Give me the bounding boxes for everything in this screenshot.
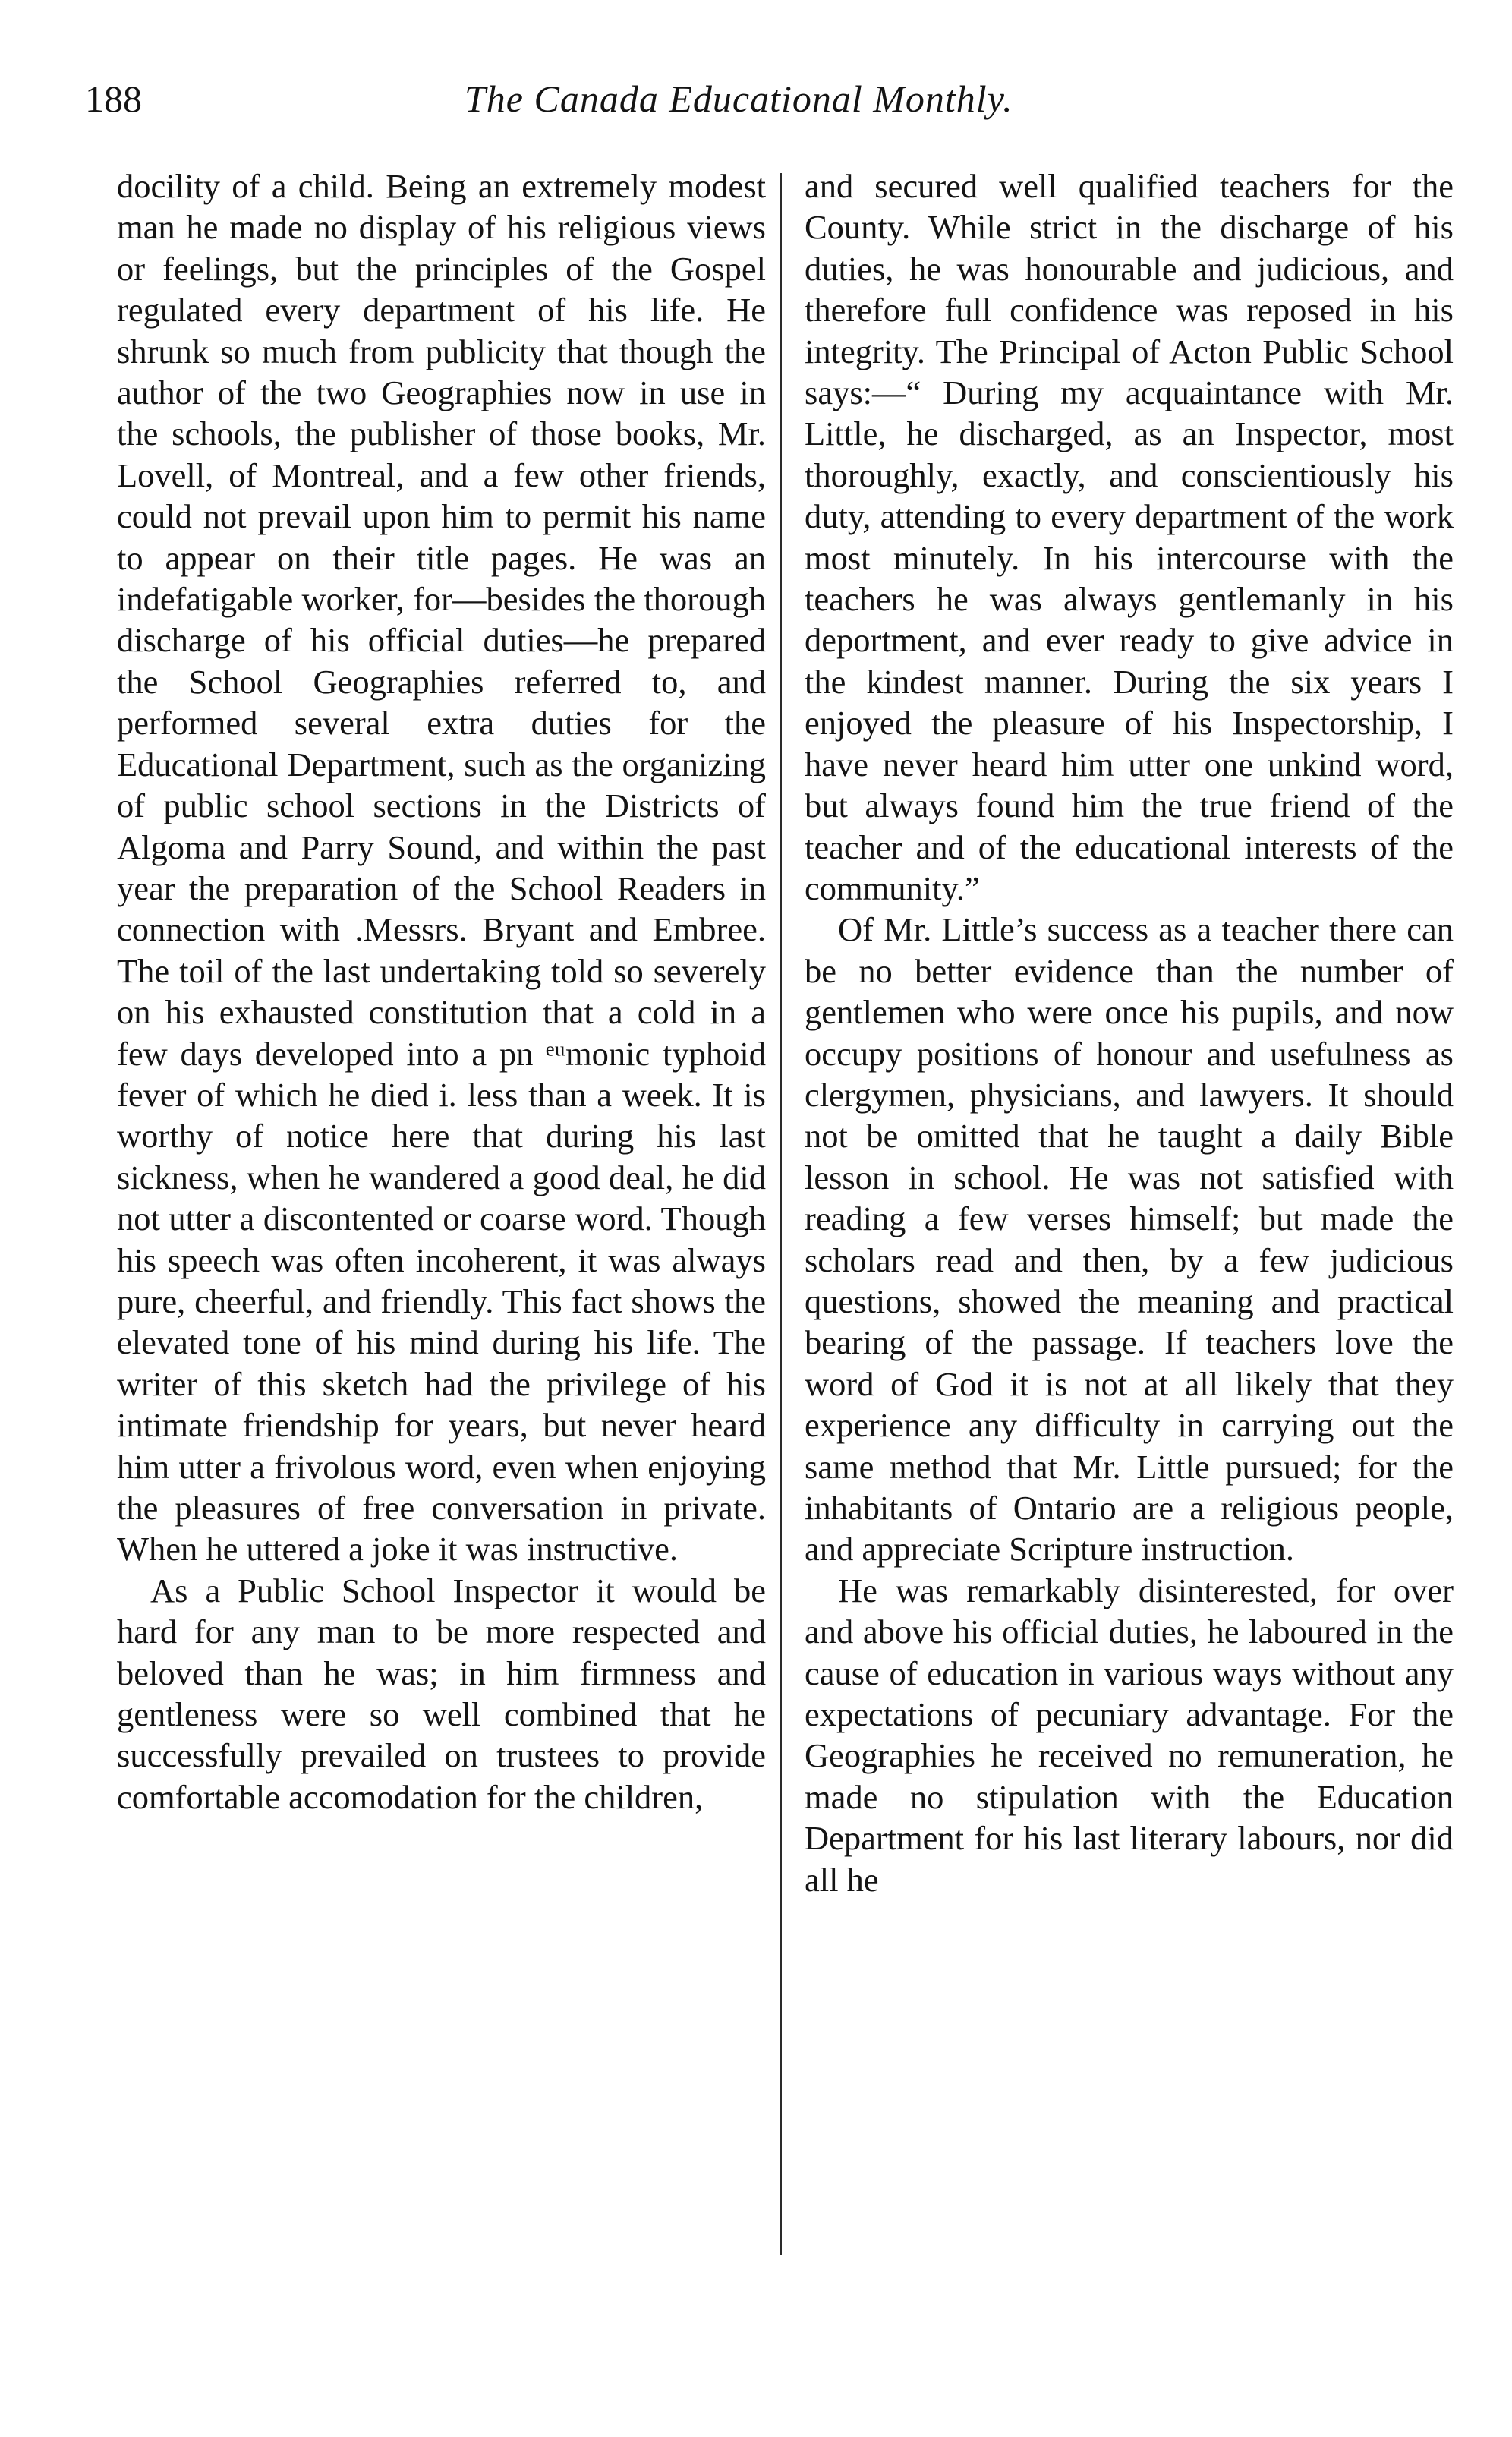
paragraph: Of Mr. Little’s success as a teacher there can be no better evidence than the number of gentlemen who were once his pupils, and now occupy positions of honour and usefulness as clergymen, physicians, and lawyers. It should not be omitted that he taught a daily Bible lesson in school. He was not satisfied with reading a few verses himself; but made the scholars read and then, by a few judicious questions, showed the meaning and practical bearing of the passage. If teachers love the word of God it is not at all likely that they experience any difficulty in carrying out the same method that Mr. Little pursued; for the inhabitants of Ontario are a religious people, and appreciate Scripture instruction. xyxy=(805,910,1454,1568)
paragraph: As a Public School Inspector it would be hard for any man to be more respected and beloved than he was; in him firmness and gentleness were so well combined that he successfully prevailed on trustees to provide comfortable accomodation for the children, xyxy=(117,1571,766,1816)
left-column xyxy=(117,166,766,2306)
right-column xyxy=(805,166,1454,2306)
running-title: The Canada Educational Monthly. xyxy=(465,77,1013,120)
paragraph: He was remarkably disinterested, for over and above his official duties, he laboured in the cause of education in various ways without any expectations of pecuniary advantage. For the Geographies he received no remuneration, he made no stipulation with the Education Department for his last literary labours, nor did all he xyxy=(805,1571,1454,1899)
page-number: 188 xyxy=(85,77,142,120)
paragraph: and secured well qualified teachers for the County. While strict in the discharge of his duties, he was honourable and judicious, and therefore full confidence was reposed in his integrity. The Principal of Acton Public School says:—“ During my acquaintance with Mr. Little, he discharged, as an Inspector, most thoroughly, exactly, and conscientiously his duty, attending to every department of the work most minutely. In his intercourse with the teachers he was always gentlemanly in his deportment, and ever ready to give advice in the kindest manner. During the six years I enjoyed the pleasure of his Inspectorship, I have never heard him utter one unkind word, but always found him the true friend of the teacher and of the educational interests of the community.” xyxy=(805,167,1454,907)
column-divider xyxy=(780,173,782,2255)
paragraph: docility of a child. Being an extremely modest man he made no display of his religious views or feelings, but the principles of the Gospel regulated every department of his life. He shrunk so much from publicity that though the author of the two Geographies now in use in the schools, the publisher of those books, Mr. Lovell, of Montreal, and a few other friends, could not prevail upon him to permit his name to appear on their title pages. He was an indefatigable worker, for—besides the thorough discharge of his official duties—he prepared the School Geographies referred to, and performed several extra duties for the Educational Department, such as the organizing of public school sections in the Districts of Algoma and Parry Sound, and within the past year the preparation of the School Readers in connection with .Messrs. Bryant and Embree. The toil of the last undertaking told so severely on his exhausted constitution that a cold in a few days developed into a pn ᵉᵘmonic typhoid fever of which he died i. less than a week. It is worthy of notice here that during his last sickness, when he wandered a good deal, he did not utter a discontented or coarse word. Though his speech was often incoherent, it was always pure, cheerful, and friendly. This fact shows the elevated tone of his mind during his life. The writer of this sketch had the privilege of his intimate friendship for years, but never heard him utter a frivolous word, even when enjoying the pleasures of free conversation in private. When he uttered a joke it was instructive. xyxy=(117,167,766,1568)
page-header xyxy=(85,76,1436,129)
